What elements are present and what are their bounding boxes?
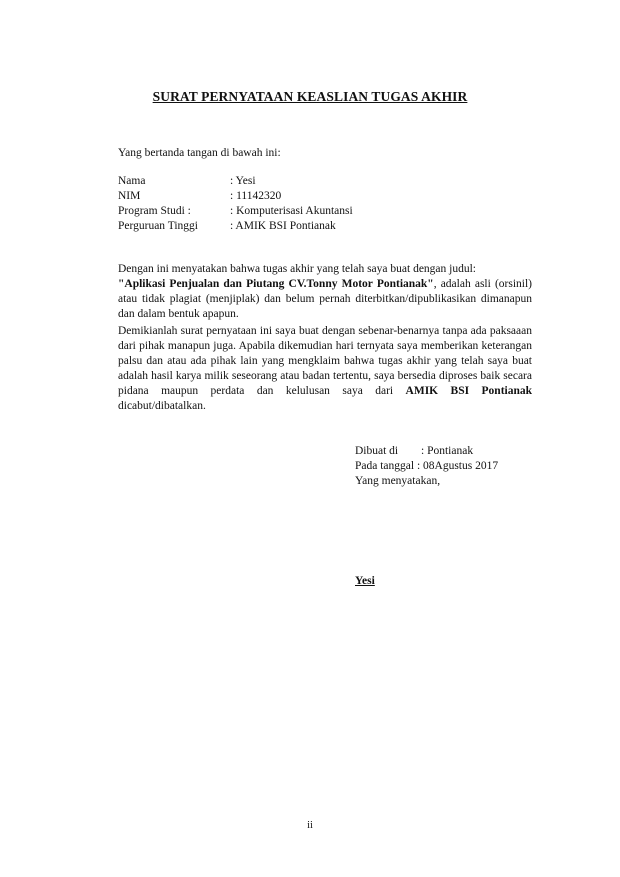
identity-row-name — [118, 174, 353, 189]
identity-row-nim — [118, 189, 353, 204]
identity-label: NIM — [118, 190, 141, 202]
page-number: ii — [307, 820, 313, 831]
document-title: SURAT PERNYATAAN KEASLIAN TUGAS AKHIR — [152, 89, 468, 104]
place-label: Dibuat di — [355, 445, 399, 457]
closing-text-end: dicabut/dibatalkan. — [118, 400, 206, 412]
identity-value: : Komputerisasi Akuntansi — [230, 205, 353, 217]
signer-name: Yesi — [355, 575, 375, 587]
statement-paragraph — [118, 262, 532, 322]
place-row — [355, 444, 498, 459]
declarer-line: Yang menyatakan, — [355, 475, 441, 487]
signature-block — [355, 444, 498, 489]
identity-table — [118, 174, 353, 234]
closing-paragraph — [118, 324, 532, 414]
date-line: Pada tanggal : 08Agustus 2017 — [355, 460, 499, 472]
institution-name: AMIK BSI Pontianak — [405, 385, 533, 397]
closing-text: Demikianlah surat pernyataan ini saya buat dengan sebenar-benarnya tanpa ada paksaaan dari pihak manapun juga. Apabila dikemudian hari ternyata saya memberikan keterangan palsu dan atau ada pihak lain yang mengklaim bahwa tugas akhir yang telah saya buat adalah hasil karya milik seseorang atau badan tertentu, saya bersedia diproses baik secara pidana maupun perdata dan kelulusan saya dari — [118, 325, 532, 397]
identity-value: : Yesi — [230, 175, 256, 187]
identity-row-program — [118, 204, 353, 219]
intro-text: Yang bertanda tangan di bawah ini: — [118, 147, 281, 159]
identity-label: Perguruan Tinggi — [118, 220, 198, 232]
thesis-title: "Aplikasi Penjualan dan Piutang CV.Tonny Motor Pontianak" — [118, 278, 434, 290]
statement-rest: , adalah asli (orsinil) atau tidak plagiat (menjiplak) dan belum pernah diterbitkan/dipublikasikan dimanapun dan dalam bentuk apapun. — [118, 278, 532, 320]
identity-label: Nama — [118, 175, 146, 187]
statement-lead: Dengan ini menyatakan bahwa tugas akhir yang telah saya buat dengan judul: — [118, 263, 476, 275]
identity-row-institution — [118, 219, 353, 234]
identity-label: Program Studi : — [118, 205, 191, 217]
identity-value: : AMIK BSI Pontianak — [230, 220, 336, 232]
place-value: : Pontianak — [421, 445, 474, 457]
identity-value: : 11142320 — [230, 190, 282, 202]
